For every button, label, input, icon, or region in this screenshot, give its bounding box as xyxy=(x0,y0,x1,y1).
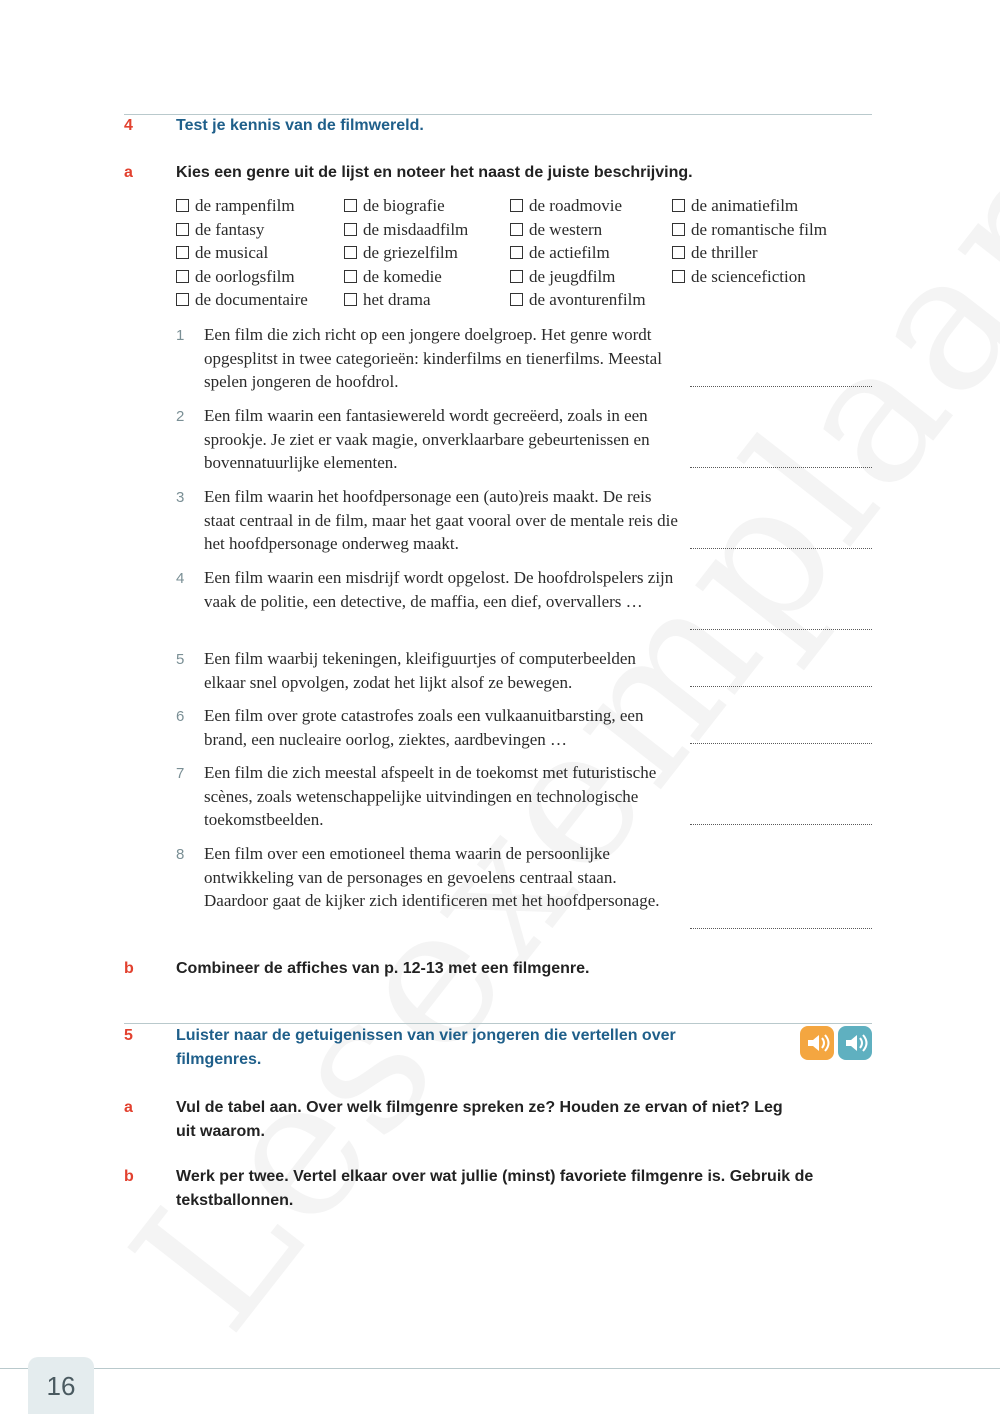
question-text: Een film waarin een misdrijf wordt opgelost. De hoofdrolspelers zijn vaak de politie, een detective, de maffia, een dief, overvallers … xyxy=(204,568,674,611)
answer-line[interactable] xyxy=(690,548,872,549)
exercise-title: Test je kennis van de filmwereld. xyxy=(176,117,424,134)
audio-button-secondary[interactable] xyxy=(838,1026,872,1060)
genre-option[interactable]: de sciencefiction xyxy=(672,267,806,287)
subtask-instruction: Vul de tabel aan. Over welk filmgenre spreken ze? Houden ze ervan of niet? Leg uit waarom. xyxy=(176,1099,783,1140)
genre-option[interactable]: de western xyxy=(510,220,602,240)
answer-line[interactable] xyxy=(690,386,872,387)
question-number: 5 xyxy=(176,651,185,668)
subtask-letter: a xyxy=(124,164,133,181)
checkbox[interactable] xyxy=(176,270,189,283)
checkbox[interactable] xyxy=(344,199,357,212)
checkbox[interactable] xyxy=(672,223,685,236)
page-number: 16 xyxy=(28,1357,94,1414)
subtask-letter: a xyxy=(124,1099,133,1116)
question-number: 3 xyxy=(176,489,185,506)
question-number: 4 xyxy=(176,570,185,587)
question-number: 1 xyxy=(176,327,185,344)
checkbox[interactable] xyxy=(672,246,685,259)
question-number: 2 xyxy=(176,408,185,425)
checkbox[interactable] xyxy=(510,223,523,236)
question-text: Een film die zich richt op een jongere doelgroep. Het genre wordt opgesplitst in twee categorieën: kinderfilms en tienerfilms. Meestal spelen jongeren de hoofdrol. xyxy=(204,325,662,391)
answer-line[interactable] xyxy=(690,928,872,929)
genre-option[interactable]: de actiefilm xyxy=(510,243,610,263)
subtask-letter: b xyxy=(124,1168,134,1185)
question-text: Een film waarin het hoofdpersonage een (auto)reis maakt. De reis staat centraal in de film, maar het gaat vooral over de mentale reis die het hoofdpersonage onderweg maakt. xyxy=(204,487,678,553)
checkbox[interactable] xyxy=(510,199,523,212)
genre-option[interactable]: de rampenfilm xyxy=(176,196,295,216)
checkbox[interactable] xyxy=(672,270,685,283)
genre-option[interactable]: de griezelfilm xyxy=(344,243,458,263)
checkbox[interactable] xyxy=(344,246,357,259)
question-number: 7 xyxy=(176,765,185,782)
checkbox[interactable] xyxy=(510,246,523,259)
answer-line[interactable] xyxy=(690,824,872,825)
answer-line[interactable] xyxy=(690,743,872,744)
question-text: Een film waarbij tekeningen, kleifiguurtjes of computerbeelden elkaar snel opvolgen, zodat het lijkt alsof ze bewegen. xyxy=(204,649,636,692)
exercise-title: Luister naar de getuigenissen van vier jongeren die vertellen over filmgenres. xyxy=(176,1027,676,1068)
genre-option[interactable]: de animatiefilm xyxy=(672,196,798,216)
genre-option[interactable]: de roadmovie xyxy=(510,196,622,216)
exercise-number: 4 xyxy=(124,117,133,134)
question-text: Een film over grote catastrofes zoals een vulkaanuitbarsting, een brand, een nucleaire oorlog, ziektes, aardbevingen … xyxy=(204,706,644,749)
genre-option[interactable]: de oorlogsfilm xyxy=(176,267,295,287)
speaker-icon xyxy=(838,1026,872,1060)
genre-option[interactable]: de documentaire xyxy=(176,290,308,310)
checkbox[interactable] xyxy=(176,293,189,306)
subtask-instruction: Werk per twee. Vertel elkaar over wat jullie (minst) favoriete filmgenre is. Gebruik de tekstballonnen. xyxy=(176,1168,814,1209)
checkbox[interactable] xyxy=(344,223,357,236)
genre-option[interactable]: de fantasy xyxy=(176,220,264,240)
speaker-icon xyxy=(800,1026,834,1060)
answer-line[interactable] xyxy=(690,686,872,687)
genre-option[interactable]: de thriller xyxy=(672,243,758,263)
question-text: Een film waarin een fantasiewereld wordt gecreëerd, zoals in een sprookje. Je ziet er vaak magie, onverklaarbare gebeurtenissen en bovennatuurlijke elementen. xyxy=(204,406,650,472)
genre-option[interactable]: de musical xyxy=(176,243,268,263)
genre-option[interactable]: de biografie xyxy=(344,196,445,216)
subtask-instruction: Combineer de affiches van p. 12-13 met een filmgenre. xyxy=(176,960,590,977)
checkbox[interactable] xyxy=(344,270,357,283)
checkbox[interactable] xyxy=(510,293,523,306)
genre-option[interactable]: de jeugdfilm xyxy=(510,267,615,287)
genre-option[interactable]: de komedie xyxy=(344,267,442,287)
genre-option[interactable]: het drama xyxy=(344,290,431,310)
checkbox[interactable] xyxy=(510,270,523,283)
answer-line[interactable] xyxy=(690,467,872,468)
checkbox[interactable] xyxy=(176,246,189,259)
audio-button-primary[interactable] xyxy=(800,1026,834,1060)
checkbox[interactable] xyxy=(176,223,189,236)
checkbox[interactable] xyxy=(344,293,357,306)
exercise-number: 5 xyxy=(124,1027,133,1044)
genre-option[interactable]: de avonturenfilm xyxy=(510,290,646,310)
subtask-letter: b xyxy=(124,960,134,977)
subtask-instruction: Kies een genre uit de lijst en noteer het naast de juiste beschrijving. xyxy=(176,164,693,181)
checkbox[interactable] xyxy=(176,199,189,212)
footer-rule xyxy=(0,1368,1000,1369)
checkbox[interactable] xyxy=(672,199,685,212)
question-text: Een film over een emotioneel thema waarin de persoonlijke ontwikkeling van de personages en gevoelens centraal staan. Daardoor gaat de kijker zich identificeren met het hoofdpersonage. xyxy=(204,844,660,910)
genre-option[interactable]: de misdaadfilm xyxy=(344,220,468,240)
question-number: 8 xyxy=(176,846,185,863)
answer-line[interactable] xyxy=(690,629,872,630)
genre-option[interactable]: de romantische film xyxy=(672,220,827,240)
question-text: Een film die zich meestal afspeelt in de toekomst met futuristische scènes, zoals wetenschappelijke uitvindingen en technologische toekomstbeelden. xyxy=(204,763,657,829)
question-number: 6 xyxy=(176,708,185,725)
